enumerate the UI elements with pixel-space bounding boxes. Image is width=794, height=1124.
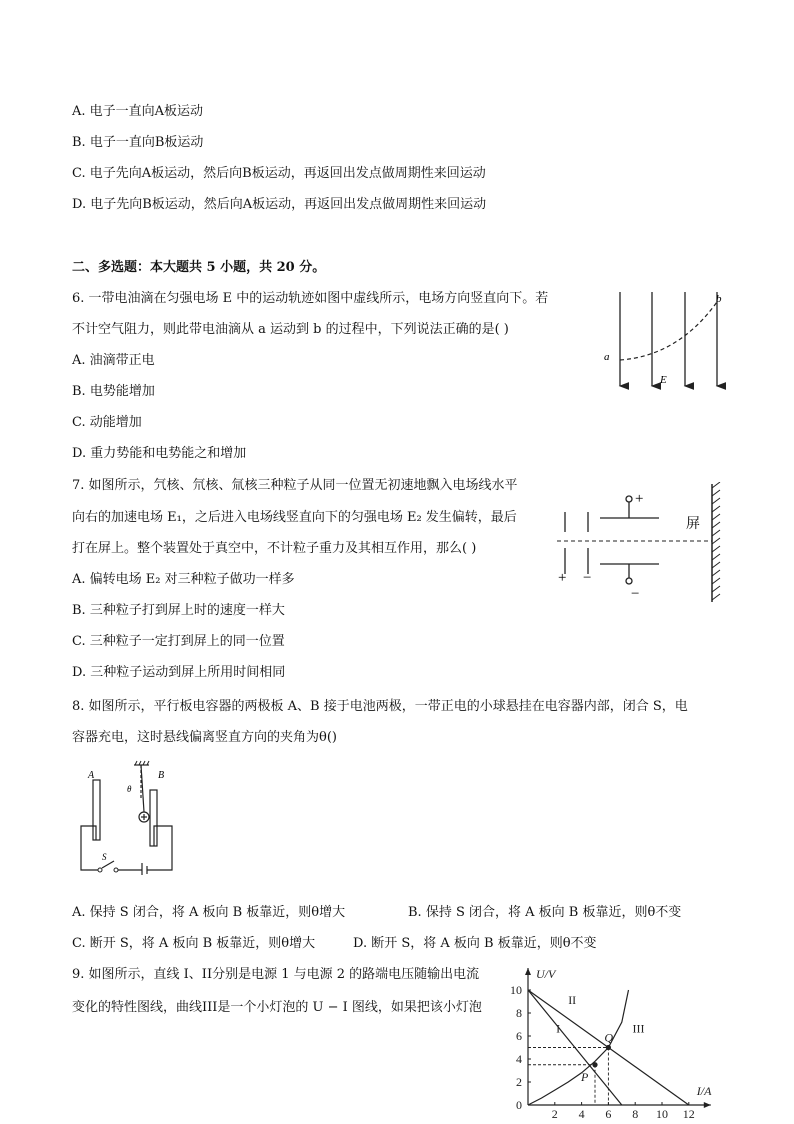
point-label: P (581, 1069, 589, 1084)
q8-option-b: B. 保持 S 闭合，将 A 板向 B 板靠近，则θ不变 (408, 905, 682, 920)
q9-stem-line1: 9. 如图所示，直线 I、II分别是电源 1 与电源 2 的路端电压随输出电流 (72, 967, 480, 982)
q7-figure (555, 482, 725, 606)
series-label-ii: II (568, 992, 577, 1007)
q5-option-d: D. 电子先向B板运动，然后向A板运动，再返回出发点做周期性来回运动 (72, 197, 487, 212)
q7-stem-line3: 打在屏上。整个装置处于真空中，不计粒子重力及其相互作用，那么( ) (72, 541, 477, 556)
q8-option-a: A. 保持 S 闭合，将 A 板向 B 板靠近，则θ增大 (72, 905, 346, 920)
q9-stem-line2: 变化的特性图线，曲线III是一个小灯泡的 U − I 图线，如果把该小灯泡 (72, 1000, 482, 1015)
plus-sign: + (635, 491, 644, 507)
label-a: a (604, 351, 610, 363)
q5-option-b: B. 电子一直向B板运动 (72, 135, 204, 150)
q6-stem-line1: 6. 一带电油滴在匀强电场 E 中的运动轨迹如图中虚线所示，电场方向竖直向下。若 (72, 291, 549, 306)
label-E: E (660, 374, 667, 386)
minus-sign: − (631, 586, 640, 602)
q8-option-c: C. 断开 S，将 A 板向 B 板靠近，则θ增大 (72, 936, 316, 951)
label-B: B (158, 770, 165, 781)
y-tick-label: 0 (516, 1098, 522, 1112)
label-theta: θ (127, 784, 132, 794)
x-tick-label: 4 (578, 1107, 585, 1120)
y-axis-arrow (525, 968, 531, 975)
screen-label: 屏 (686, 517, 700, 532)
point-label: Q (604, 1030, 614, 1045)
series-label-iii: III (632, 1021, 645, 1036)
q5-option-c: C. 电子先向A板运动，然后向B板运动，再返回出发点做周期性来回运动 (72, 166, 486, 181)
q6-option-c: C. 动能增加 (72, 415, 142, 430)
intersection-point (592, 1062, 597, 1067)
q6-option-b: B. 电势能增加 (72, 384, 155, 399)
circuit-wire (147, 826, 172, 870)
x-tick-label: 12 (682, 1107, 695, 1120)
x-tick-label: 10 (656, 1107, 668, 1120)
q9-ui-chart (500, 960, 725, 1120)
q8-figure (76, 760, 186, 875)
plus-sign: + (558, 570, 567, 586)
x-axis-label: I/A (696, 1084, 712, 1098)
x-tick-label: 8 (632, 1107, 639, 1120)
circuit-wire (81, 826, 100, 870)
y-tick-label: 8 (516, 1006, 522, 1020)
series-label-i: I (556, 1021, 561, 1036)
q6-option-a: A. 油滴带正电 (72, 353, 155, 368)
q6-stem-line2: 不计空气阻力，则此带电油滴从 a 运动到 b 的过程中，下列说法正确的是( ) (72, 322, 509, 337)
q7-stem-line2: 向右的加速电场 E₁，之后进入电场线竖直向下的匀强电场 E₂ 发生偏转，最后 (72, 510, 517, 525)
q7-option-c: C. 三种粒子一定打到屏上的同一位置 (72, 634, 285, 649)
q5-option-a: A. 电子一直向A板运动 (72, 104, 204, 119)
y-tick-label: 4 (516, 1052, 522, 1066)
y-tick-label: 2 (516, 1075, 522, 1089)
q8-stem-line1: 8. 如图所示，平行板电容器的两极板 A、B 接于电池两极，一带正电的小球悬挂在电容器内部，闭合 S，电 (72, 699, 688, 714)
section-heading: 二、多选题：本大题共 5 小题，共 20 分。 (72, 260, 326, 275)
q7-option-b: B. 三种粒子打到屏上时的速度一样大 (72, 603, 285, 618)
oil-drop-trajectory (620, 302, 717, 360)
q8-stem-line2: 容器充电，这时悬线偏离竖直方向的夹角为θ() (72, 730, 337, 745)
x-tick-label: 6 (605, 1107, 612, 1120)
label-S: S (102, 852, 107, 862)
label-b: b (716, 293, 722, 305)
q8-option-d: D. 断开 S，将 A 板向 B 板靠近，则θ不变 (353, 936, 597, 951)
y-tick-label: 10 (510, 983, 522, 997)
label-A: A (88, 770, 95, 781)
minus-sign: − (583, 570, 592, 586)
switch-lever (102, 861, 114, 868)
y-tick-label: 6 (516, 1029, 522, 1043)
y-axis-label: U/V (536, 967, 556, 981)
q6-figure (598, 290, 728, 390)
intersection-point (606, 1045, 611, 1050)
q7-option-d: D. 三种粒子运动到屏上所用时间相同 (72, 665, 286, 680)
x-axis-arrow (704, 1102, 711, 1108)
q6-option-d: D. 重力势能和电势能之和增加 (72, 446, 247, 461)
x-tick-label: 2 (551, 1107, 558, 1120)
q7-stem-line1: 7. 如图所示，氕核、氘核、氚核三种粒子从同一位置无初速地飘入电场线水平 (72, 478, 518, 493)
q7-option-a: A. 偏转电场 E₂ 对三种粒子做功一样多 (72, 572, 295, 587)
